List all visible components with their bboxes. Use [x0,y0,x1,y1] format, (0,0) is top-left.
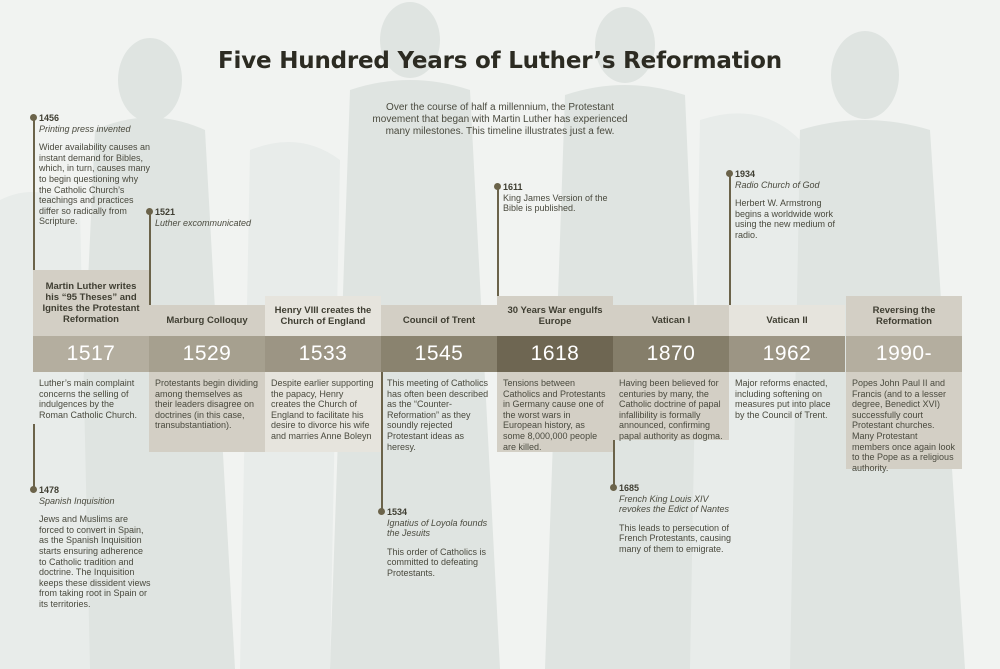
event-description: Popes John Paul II and Francis (and to a lesser degree, Benedict XVI) successfully court Protestant churches. Many Protestant members once again look to the Pope as a religious authority. [846,372,962,469]
annotation-1611 [503,182,615,214]
event-description: This meeting of Catholics has often been described as the “Counter-Reformation” as they soundly rejected Protestant ideas as heresy. [387,378,489,452]
annotation-body: This order of Catholics is committed to defeating Protestants. [387,546,487,578]
annotation-year: 1611 [503,182,523,192]
event-description: Tensions between Catholics and Protestants in Germany cause one of the worst wars in European history, as some 8,000,000 people are killed. [497,372,613,452]
annotation-1456 [39,113,151,227]
annotation-1534 [387,507,493,579]
year-band: 1870 [613,336,729,372]
connector-line-1478 [33,424,35,490]
connector-line-1934 [729,174,731,305]
annotation-event: Radio Church of God [735,179,820,190]
annotation-year: 1685 [619,483,640,493]
annotation-event: French King Louis XIV revokes the Edict of Nantes [619,493,730,515]
annotation-year: 1478 [39,485,60,495]
year-band: 1990- [846,336,962,372]
event-description: Major reforms enacted, including softening on measures put into place by the Council of Trent. [735,378,831,420]
annotation-body: Jews and Muslims are forced to convert in Spain, as the Spanish Inquisition starts ensuring adherence to Catholic tradition and doctrine. The Inquisition keeps these dissident views from taking root in Spain or its territories. [39,514,151,609]
annotation-event: Spanish Inquisition [39,495,115,506]
page-title: Five Hundred Years of Luther’s Reformation [218,48,782,74]
year-band: 1545 [381,336,497,372]
year-band: 1517 [33,336,149,372]
connector-dot-1534 [378,508,385,515]
annotation-1478 [39,485,151,610]
event-heading: Vatican I [613,305,729,336]
year-band: 1529 [149,336,265,372]
annotation-event: Ignatius of Loyola founds the Jesuits [387,517,488,539]
annotation-event: King James Version of the Bible is published. [503,192,608,214]
event-heading: Reversing the Reformation [846,296,962,336]
event-description: Luther’s main complaint concerns the selling of indulgences by the Roman Catholic Church. [39,378,138,420]
connector-dot-1478 [30,486,37,493]
connector-dot-1611 [494,183,501,190]
connector-line-1456 [33,118,35,270]
annotation-event: Printing press invented [39,123,131,134]
annotation-1685 [619,483,737,555]
annotation-body: Herbert W. Armstrong begins a worldwide work using the new medium of radio. [735,198,836,240]
annotation-year: 1521 [155,207,176,217]
connector-line-1611 [497,187,499,296]
event-description: Despite earlier supporting the papacy, Henry creates the Church of England to facilitate his desire to divorce his wife and marries Anne Boleyn [265,372,381,452]
annotation-body: Wider availability causes an instant demand for Bibles, which, in turn, causes many to begin questioning why the Catholic Church’s teachings and practices differ so radically from Scripture. [39,142,151,227]
annotation-body: This leads to persecution of French Protestants, causing many of them to emigrate. [619,522,732,554]
event-heading: Marburg Colloquy [149,305,265,336]
connector-line-1685 [613,440,615,488]
annotation-year: 1934 [735,169,756,179]
event-description: Having been believed for centuries by many, the Catholic doctrine of papal infallibility is formally announced, confirming papal authority as dogma. [613,372,729,440]
year-band: 1533 [265,336,381,372]
annotation-year: 1456 [39,113,60,123]
event-description: Protestants begin dividing among themselves as their leaders disagree on doctrines (in this case, transubstantiation). [149,372,265,452]
year-band: 1962 [729,336,845,372]
connector-dot-1685 [610,484,617,491]
connector-dot-1456 [30,114,37,121]
annotation-1934 [735,169,843,241]
event-heading: Vatican II [729,305,845,336]
connector-line-1534 [381,372,383,512]
connector-dot-1934 [726,170,733,177]
event-heading: Henry VIII creates the Church of England [265,296,381,336]
event-heading: 30 Years War engulfs Europe [497,296,613,336]
annotation-event: Luther excommunicated [155,217,252,228]
event-heading: Martin Luther writes his “95 Theses” and Ignites the Protestant Reformation [33,270,149,336]
year-band: 1618 [497,336,613,372]
page-subtitle: Over the course of half a millennium, the Protestant movement that began with Martin Luther has experienced many milestones. This timeline illustrates just a few. [372,102,628,137]
event-heading: Council of Trent [381,305,497,336]
annotation-1521 [155,207,267,228]
annotation-year: 1534 [387,507,408,517]
